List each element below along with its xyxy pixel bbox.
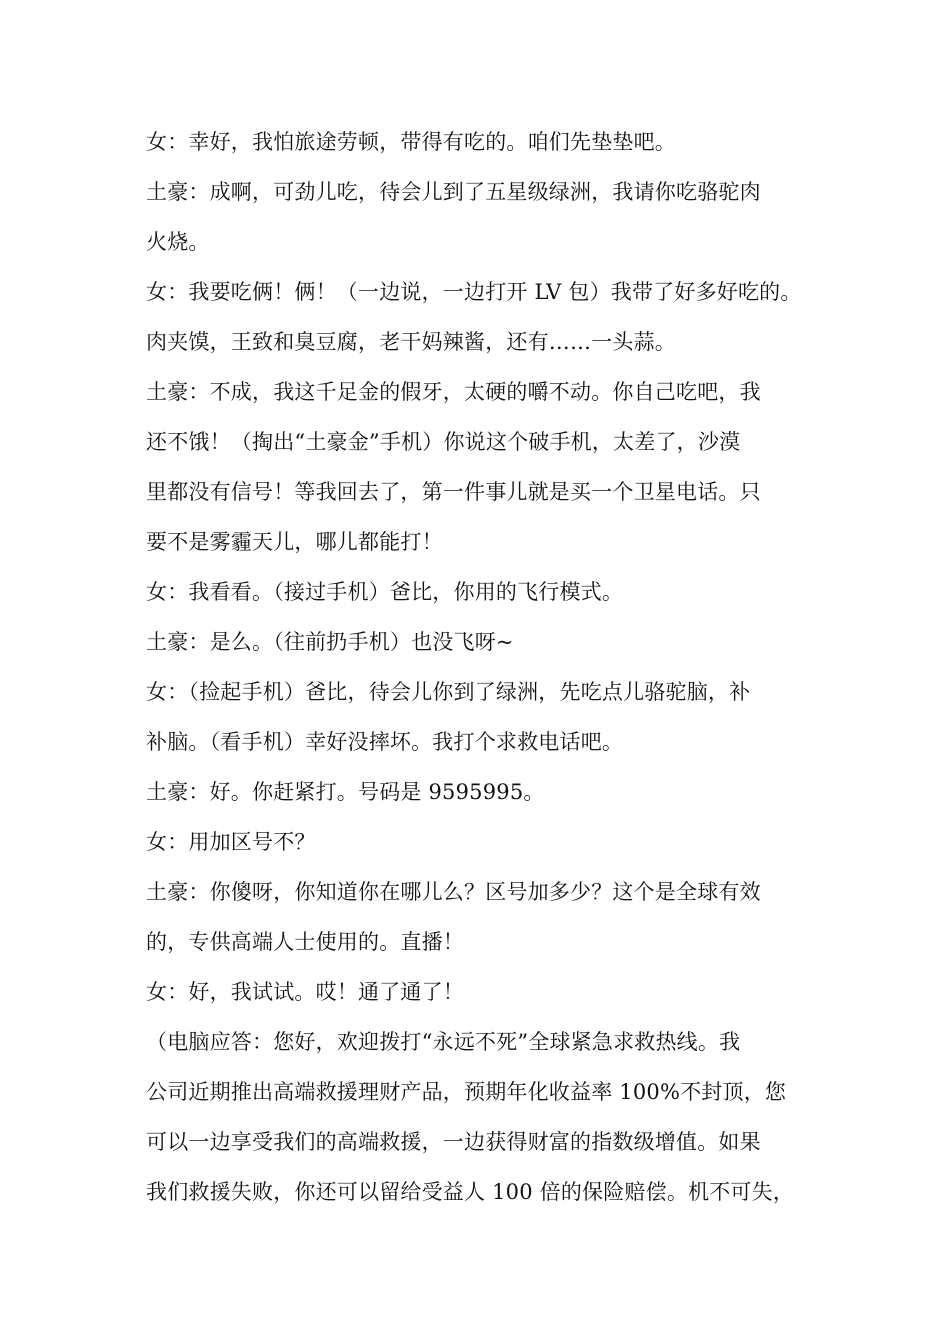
text-line: 女：用加区号不？ <box>146 830 316 854</box>
text-line: 女：（捡起手机）爸比，待会儿你到了绿洲，先吃点儿骆驼脑，补 <box>146 680 751 704</box>
text-line: 火烧。 <box>146 230 210 254</box>
text-line: 公司近期推出高端救援理财产品，预期年化收益率 100%不封顶，您 <box>146 1080 787 1104</box>
text-line: 女：我要吃俩！俩！（一边说，一边打开 LV 包）我带了好多好吃的。 <box>146 280 802 304</box>
text-line: （电脑应答：您好，欢迎拨打“永远不死”全球紧急求救热线。我 <box>146 1030 741 1054</box>
text-line: 的，专供高端人士使用的。直播！ <box>146 930 464 954</box>
text-line: 肉夹馍，王致和臭豆腐，老干妈辣酱，还有……一头蒜。 <box>146 330 676 354</box>
text-line: 还不饿！（掏出“土豪金”手机）你说这个破手机，太差了，沙漠 <box>146 430 741 454</box>
text-line: 里都没有信号！等我回去了，第一件事儿就是买一个卫星电话。只 <box>146 480 761 504</box>
text-line: 补脑。（看手机）幸好没摔坏。我打个求救电话吧。 <box>146 730 624 754</box>
text-line: 我们救援失败，你还可以留给受益人 100 倍的保险赔偿。机不可失， <box>146 1180 795 1204</box>
text-line: 土豪：不成，我这千足金的假牙，太硬的嚼不动。你自己吃吧，我 <box>146 380 761 404</box>
text-line: 土豪：是么。（往前扔手机）也没飞呀~ <box>146 630 514 654</box>
text-line: 要不是雾霾天儿，哪儿都能打！ <box>146 530 443 554</box>
text-line: 土豪：你傻呀，你知道你在哪儿么？区号加多少？这个是全球有效 <box>146 880 761 904</box>
dialogue-text <box>146 117 826 1217</box>
text-line: 女：好，我试试。哎！通了通了！ <box>146 980 464 1004</box>
text-line: 土豪：成啊，可劲儿吃，待会儿到了五星级绿洲，我请你吃骆驼肉 <box>146 180 761 204</box>
text-line: 可以一边享受我们的高端救援，一边获得财富的指数级增值。如果 <box>146 1130 761 1154</box>
text-line: 土豪：好。你赶紧打。号码是 9595995。 <box>146 780 545 804</box>
text-line: 女：幸好，我怕旅途劳顿，带得有吃的。咱们先垫垫吧。 <box>146 130 676 154</box>
text-line: 女：我看看。（接过手机）爸比，你用的飞行模式。 <box>146 580 624 604</box>
